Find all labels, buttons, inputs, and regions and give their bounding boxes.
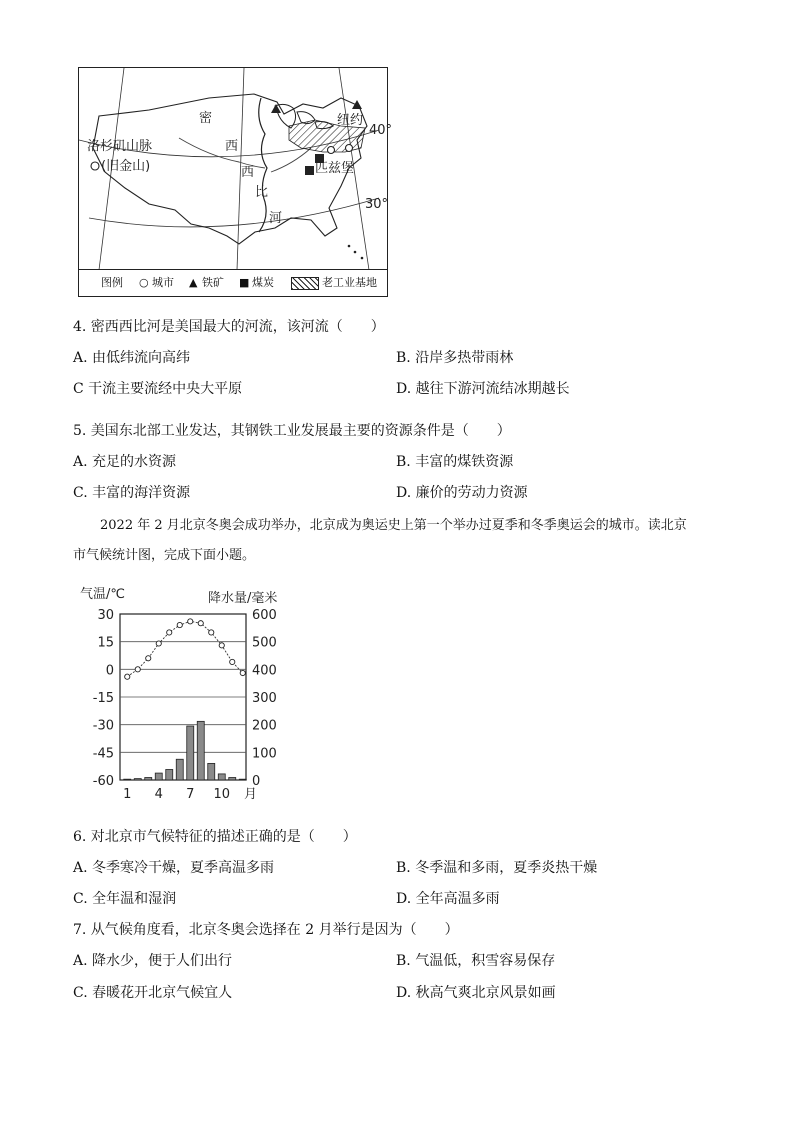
precip-tick-label: 300 [252,691,277,706]
precip-bar [166,769,173,780]
precip-bar [176,759,183,780]
temp-tick-label: 0 [105,663,114,679]
island-dot-3 [361,257,364,260]
q7-stem: 7. 从气候角度看，北京冬奥会选择在 2 月举行是因为（ ） [73,922,459,938]
latitude-30-line [89,198,379,227]
legend-industrial-label: 老工业基地 [322,276,377,289]
temperature-point [125,674,130,679]
temperature-point [219,643,224,648]
temperature-point [188,619,193,624]
precip-bar [134,779,141,780]
city-marker-new-york [346,145,353,152]
legend-city-icon: ○ [139,276,149,289]
precip-bar [239,779,246,780]
map-legend [79,269,387,296]
q5-option-c[interactable]: C. 丰富的海洋资源 [73,485,191,501]
q4-option-d[interactable]: D. 越往下游河流结冰期越长 [396,381,570,397]
q6-option-d[interactable]: D. 全年高温多雨 [396,891,500,907]
temp-tick-label: -15 [92,691,114,706]
legend-coal-icon: ■ [239,276,250,289]
legend-city-label: 城市 [152,276,174,289]
label-lat-30: 30° [365,197,389,212]
temp-tick-label: -30 [92,718,114,734]
temp-tick-label: 30 [97,608,114,623]
label-mississippi-xi2: 西 [241,165,255,180]
temperature-point [156,641,161,646]
usa-map-figure [78,67,393,297]
q6-option-b[interactable]: B. 冬季温和多雨，夏季炎热干燥 [396,860,598,876]
island-dot-1 [348,245,351,248]
missouri-river [179,138,265,168]
legend-iron-label: 铁矿 [202,276,224,289]
temperature-point [146,656,151,661]
month-tick-label: 10 [213,787,231,802]
city-marker-pittsburgh [328,147,335,154]
temperature-point [209,630,214,635]
q7-option-b[interactable]: B. 气温低，积雪容易保存 [396,953,556,969]
precip-bar [197,721,204,780]
precip-bar [124,779,131,780]
label-mississippi-bi: 比 [255,185,269,200]
precip-bar [208,763,215,780]
q4-option-b[interactable]: B. 沿岸多热带雨林 [396,350,514,366]
precip-bar [187,726,194,780]
coal-marker-2 [305,166,314,175]
precip-tick-label: 500 [252,635,277,651]
precip-bar [229,778,236,780]
mississippi-river [259,98,267,232]
island-dot-2 [354,251,357,254]
month-tick-label: 7 [186,787,195,802]
label-pittsburgh: 匹兹堡 [315,161,355,176]
label-lat-40: 40° [369,123,393,138]
legend-coal-label: 煤炭 [252,276,274,289]
temperature-point [230,659,235,664]
q5-option-d[interactable]: D. 廉价的劳动力资源 [396,485,528,501]
precip-bar [155,773,162,780]
q4-option-a[interactable]: A. 由低纬流向高纬 [73,350,191,366]
chart-y-label-precip: 降水量/毫米 [208,591,278,606]
label-san-francisco: (旧金山) [101,159,151,174]
q5-option-b[interactable]: B. 丰富的煤铁资源 [396,454,514,470]
precip-bar [145,778,152,780]
label-new-york: 纽约 [337,113,364,128]
q7-option-c[interactable]: C. 春暖花开北京气候宜人 [73,985,233,1001]
legend-iron-icon: ▲ [189,276,198,289]
chart-y-label-temp: 气温/℃ [80,587,125,602]
temp-tick-label: -45 [92,746,114,762]
temp-tick-label: 15 [97,635,114,651]
q5-stem: 5. 美国东北部工业发达，其钢铁工业发展最主要的资源条件是（ ） [73,423,511,439]
chart-x-label: 月 [244,787,258,802]
iron-ore-marker-2 [352,100,362,109]
q6-option-c[interactable]: C. 全年温和湿润 [73,891,177,907]
city-marker-san-francisco [91,162,99,170]
passage-line-2: 市气候统计图，完成下面小题。 [73,548,256,563]
legend-industrial-icon [291,277,319,290]
month-tick-label: 1 [123,787,132,802]
precip-tick-label: 400 [252,663,277,679]
precip-tick-label: 100 [252,746,277,762]
month-tick-label: 4 [154,787,163,802]
temperature-point [167,630,172,635]
precip-tick-label: 0 [252,774,261,789]
usa-map [79,68,393,270]
precip-bar [218,774,225,780]
passage-line-1: 2022 年 2 月北京冬奥会成功举办，北京成为奥运史上第一个举办过夏季和冬季奥运会的城市。读北京 [100,518,687,533]
q7-option-a[interactable]: A. 降水少，便于人们出行 [73,953,233,969]
temperature-point [198,621,203,626]
label-mississippi-he: 河 [269,211,283,226]
temperature-point [240,670,245,675]
q4-stem: 4. 密西西比河是美国最大的河流，该河流（ ） [73,319,385,335]
label-mountain-range: 洛杉矶山脉 [87,139,153,154]
climate-chart [74,584,294,814]
legend-title: 图例 [101,276,123,289]
q5-option-a[interactable]: A. 充足的水资源 [73,454,177,470]
q6-option-a[interactable]: A. 冬季寒冷干燥，夏季高温多雨 [73,860,275,876]
temperature-point [177,622,182,627]
temperature-line [127,621,243,676]
q7-option-d[interactable]: D. 秋高气爽北京风景如画 [396,985,556,1001]
q6-stem: 6. 对北京市气候特征的描述正确的是（ ） [73,829,357,845]
label-mississippi-top: 密 [199,111,213,126]
q4-option-c[interactable]: C 干流主要流经中央大平原 [73,381,243,397]
precip-tick-label: 600 [252,608,277,623]
precip-tick-label: 200 [252,718,277,734]
temp-tick-label: -60 [92,774,114,789]
temperature-point [135,667,140,672]
label-mississippi-xi: 西 [225,139,239,154]
